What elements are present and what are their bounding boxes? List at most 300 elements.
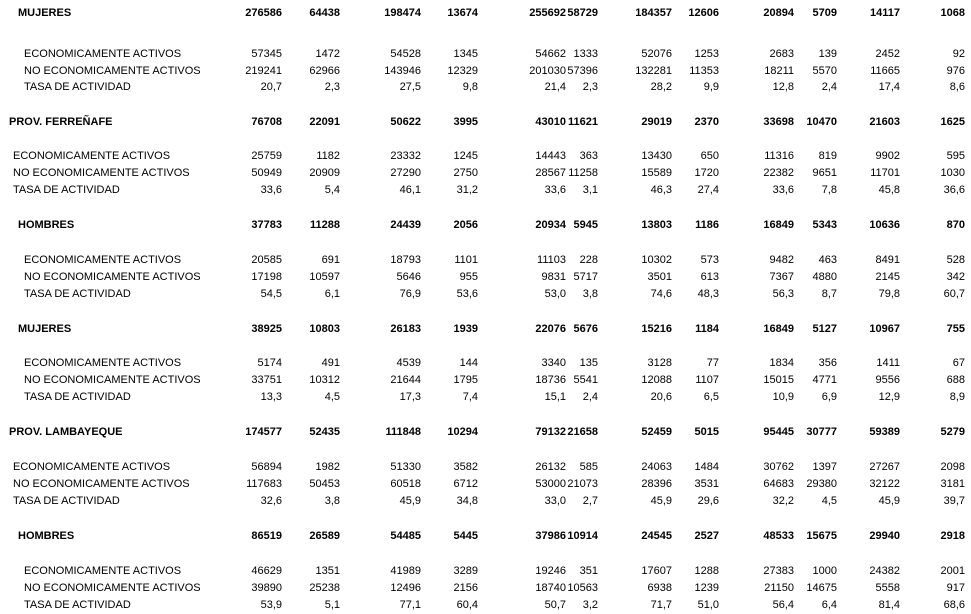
table-cell: 30777 <box>806 426 837 438</box>
table-cell: 6,9 <box>821 391 837 403</box>
table-cell: 28567 <box>535 167 566 179</box>
table-row <box>0 218 971 232</box>
table-cell: 22076 <box>535 323 566 335</box>
table-cell: 18793 <box>390 254 421 266</box>
table-cell: 56894 <box>251 461 282 473</box>
table-cell: 573 <box>700 254 719 266</box>
row-label: ECONOMICAMENTE ACTIVOS <box>13 461 171 473</box>
table-row <box>0 390 971 404</box>
table-cell: 10302 <box>641 254 672 266</box>
table-cell: 117683 <box>246 478 282 490</box>
row-label: PROV. LAMBAYEQUE <box>9 426 123 438</box>
table-cell: 39,7 <box>943 495 965 507</box>
table-cell: 528 <box>946 254 965 266</box>
table-cell: 33,6 <box>260 184 282 196</box>
table-cell: 50453 <box>309 478 340 490</box>
table-cell: 79,8 <box>878 288 900 300</box>
table-cell: 41989 <box>390 565 421 577</box>
table-cell: 1351 <box>315 565 340 577</box>
table-cell: 57396 <box>567 65 598 77</box>
table-cell: 1184 <box>695 323 719 335</box>
table-row <box>0 6 971 20</box>
table-cell: 16849 <box>763 219 794 231</box>
table-cell: 18211 <box>764 65 794 77</box>
table-cell: 45,9 <box>650 495 672 507</box>
table-cell: 1245 <box>453 150 478 162</box>
table-cell: 6,5 <box>703 391 719 403</box>
table-cell: 71,7 <box>650 599 672 611</box>
table-cell: 11665 <box>870 65 900 77</box>
table-cell: 2098 <box>940 461 965 473</box>
table-cell: 33698 <box>763 116 794 128</box>
table-cell: 13674 <box>447 7 478 19</box>
table-cell: 25238 <box>309 582 340 594</box>
table-cell: 21644 <box>390 374 421 386</box>
table-cell: 29380 <box>806 478 837 490</box>
table-cell: 51,0 <box>697 599 719 611</box>
table-cell: 27267 <box>869 461 900 473</box>
table-cell: 62966 <box>309 65 340 77</box>
table-cell: 15015 <box>763 374 794 386</box>
table-row <box>0 460 971 474</box>
table-cell: 11258 <box>568 167 598 179</box>
row-label: TASA DE ACTIVIDAD <box>13 495 120 507</box>
table-cell: 2683 <box>769 48 794 60</box>
table-cell: 81,4 <box>878 599 900 611</box>
table-cell: 976 <box>946 65 965 77</box>
table-row <box>0 529 971 543</box>
table-cell: 15675 <box>806 530 837 542</box>
table-cell: 28,2 <box>650 81 672 93</box>
row-label: TASA DE ACTIVIDAD <box>24 288 131 300</box>
table-cell: 144 <box>459 357 478 369</box>
table-row <box>0 80 971 94</box>
table-cell: 24439 <box>390 219 421 231</box>
table-cell: 5279 <box>940 426 965 438</box>
table-cell: 5945 <box>573 219 598 231</box>
table-cell: 276586 <box>245 7 282 19</box>
table-row <box>0 564 971 578</box>
table-cell: 37986 <box>535 530 566 542</box>
table-cell: 8,9 <box>949 391 965 403</box>
table-cell: 12329 <box>447 65 478 77</box>
table-cell: 3,8 <box>582 288 598 300</box>
table-cell: 6,4 <box>821 599 837 611</box>
table-cell: 2145 <box>875 271 900 283</box>
table-cell: 2,7 <box>582 495 598 507</box>
table-cell: 29019 <box>641 116 672 128</box>
table-row <box>0 581 971 595</box>
table-cell: 48,3 <box>697 288 719 300</box>
table-cell: 2,3 <box>582 81 598 93</box>
table-cell: 7,4 <box>462 391 478 403</box>
table-cell: 491 <box>321 357 340 369</box>
table-row <box>0 356 971 370</box>
table-cell: 31,2 <box>456 184 478 196</box>
table-cell: 20909 <box>309 167 340 179</box>
table-cell: 4880 <box>812 271 837 283</box>
table-cell: 10803 <box>309 323 340 335</box>
table-cell: 25759 <box>251 150 282 162</box>
row-label: HOMBRES <box>18 219 75 231</box>
table-cell: 5015 <box>694 426 719 438</box>
table-cell: 8,7 <box>821 288 837 300</box>
table-cell: 22091 <box>309 116 340 128</box>
table-cell: 2452 <box>875 48 900 60</box>
table-cell: 15589 <box>641 167 672 179</box>
table-cell: 9902 <box>875 150 900 162</box>
table-cell: 9831 <box>541 271 566 283</box>
table-cell: 20,7 <box>260 81 282 93</box>
table-cell: 585 <box>579 461 598 473</box>
table-cell: 9556 <box>875 374 900 386</box>
table-cell: 228 <box>579 254 598 266</box>
table-cell: 5717 <box>573 271 598 283</box>
table-cell: 4539 <box>396 357 421 369</box>
table-cell: 54528 <box>390 48 421 60</box>
table-cell: 917 <box>946 582 965 594</box>
table-cell: 1625 <box>940 116 965 128</box>
table-cell: 4,5 <box>821 495 837 507</box>
table-cell: 24063 <box>641 461 672 473</box>
table-cell: 9,8 <box>462 81 478 93</box>
table-cell: 21073 <box>567 478 598 490</box>
table-row <box>0 373 971 387</box>
table-cell: 1239 <box>694 582 719 594</box>
table-cell: 10,9 <box>772 391 794 403</box>
table-cell: 755 <box>946 323 965 335</box>
table-cell: 1472 <box>315 48 340 60</box>
table-cell: 9,9 <box>703 81 719 93</box>
table-cell: 27,4 <box>697 184 719 196</box>
table-cell: 17607 <box>641 565 672 577</box>
table-cell: 3,1 <box>582 184 598 196</box>
table-row <box>0 494 971 508</box>
table-cell: 342 <box>946 271 965 283</box>
table-row <box>0 47 971 61</box>
table-cell: 26183 <box>390 323 421 335</box>
table-cell: 10312 <box>309 374 340 386</box>
row-label: ECONOMICAMENTE ACTIVOS <box>24 565 182 577</box>
table-cell: 184357 <box>635 7 672 19</box>
table-cell: 2156 <box>453 582 478 594</box>
table-cell: 45,9 <box>878 495 900 507</box>
table-cell: 52459 <box>641 426 672 438</box>
table-cell: 16849 <box>763 323 794 335</box>
table-cell: 2370 <box>694 116 719 128</box>
table-cell: 5541 <box>573 374 598 386</box>
table-cell: 7367 <box>769 271 794 283</box>
table-cell: 48533 <box>763 530 794 542</box>
table-cell: 57345 <box>251 48 282 60</box>
table-row <box>0 64 971 78</box>
table-cell: 92 <box>952 48 965 60</box>
table-cell: 11701 <box>870 167 900 179</box>
table-cell: 613 <box>700 271 719 283</box>
table-cell: 21603 <box>869 116 900 128</box>
table-cell: 12606 <box>688 7 719 19</box>
table-cell: 32,6 <box>260 495 282 507</box>
table-cell: 351 <box>579 565 598 577</box>
table-cell: 11103 <box>537 254 566 266</box>
table-cell: 54662 <box>535 48 566 60</box>
table-cell: 20,6 <box>650 391 672 403</box>
row-label: TASA DE ACTIVIDAD <box>24 599 131 611</box>
table-cell: 14117 <box>870 7 900 19</box>
table-cell: 20585 <box>251 254 282 266</box>
row-label: ECONOMICAMENTE ACTIVOS <box>24 254 182 266</box>
table-cell: 46,3 <box>650 184 672 196</box>
row-label: NO ECONOMICAMENTE ACTIVOS <box>24 374 201 386</box>
table-cell: 5570 <box>812 65 837 77</box>
table-cell: 24545 <box>641 530 672 542</box>
table-cell: 688 <box>946 374 965 386</box>
table-cell: 1030 <box>940 167 965 179</box>
table-cell: 29940 <box>869 530 900 542</box>
table-cell: 1107 <box>695 374 719 386</box>
table-cell: 3501 <box>647 271 672 283</box>
table-cell: 50,7 <box>544 599 566 611</box>
table-cell: 1397 <box>812 461 837 473</box>
table-cell: 50622 <box>390 116 421 128</box>
table-cell: 595 <box>946 150 965 162</box>
table-row <box>0 598 971 612</box>
table-cell: 19246 <box>535 565 566 577</box>
table-cell: 5646 <box>396 271 421 283</box>
table-row <box>0 253 971 267</box>
table-cell: 13803 <box>641 219 672 231</box>
table-cell: 54,5 <box>260 288 282 300</box>
table-cell: 5709 <box>812 7 837 19</box>
table-cell: 76,9 <box>399 288 421 300</box>
table-cell: 2750 <box>453 167 478 179</box>
row-label: NO ECONOMICAMENTE ACTIVOS <box>13 167 190 179</box>
row-label: PROV. FERREÑAFE <box>9 116 113 128</box>
table-cell: 10294 <box>447 426 478 438</box>
table-cell: 9651 <box>812 167 837 179</box>
table-cell: 3181 <box>940 478 965 490</box>
table-cell: 59389 <box>869 426 900 438</box>
table-cell: 1182 <box>316 150 340 162</box>
table-cell: 5676 <box>573 323 598 335</box>
table-cell: 1720 <box>694 167 719 179</box>
table-cell: 2918 <box>940 530 965 542</box>
table-cell: 15216 <box>641 323 672 335</box>
table-cell: 22382 <box>763 167 794 179</box>
table-cell: 3582 <box>453 461 478 473</box>
table-cell: 21658 <box>567 426 598 438</box>
table-cell: 11288 <box>310 219 340 231</box>
table-cell: 1834 <box>769 357 794 369</box>
row-label: TASA DE ACTIVIDAD <box>13 184 120 196</box>
table-cell: 819 <box>818 150 837 162</box>
row-label: ECONOMICAMENTE ACTIVOS <box>24 357 182 369</box>
table-cell: 53,9 <box>260 599 282 611</box>
table-cell: 11353 <box>689 65 719 77</box>
table-cell: 5,4 <box>324 184 340 196</box>
table-cell: 10967 <box>869 323 900 335</box>
table-cell: 2,3 <box>324 81 340 93</box>
table-cell: 143946 <box>384 65 421 77</box>
table-cell: 33,6 <box>772 184 794 196</box>
table-cell: 5558 <box>875 582 900 594</box>
table-row <box>0 270 971 284</box>
table-cell: 2056 <box>453 219 478 231</box>
table-cell: 12496 <box>390 582 421 594</box>
table-cell: 6938 <box>647 582 672 594</box>
table-cell: 28396 <box>641 478 672 490</box>
row-label: NO ECONOMICAMENTE ACTIVOS <box>13 478 190 490</box>
table-cell: 37783 <box>251 219 282 231</box>
table-cell: 53000 <box>535 478 566 490</box>
table-cell: 1982 <box>315 461 340 473</box>
table-cell: 2,4 <box>821 81 837 93</box>
table-cell: 6712 <box>453 478 478 490</box>
table-cell: 58729 <box>567 7 598 19</box>
table-cell: 1333 <box>573 48 598 60</box>
table-cell: 34,8 <box>456 495 478 507</box>
table-cell: 198474 <box>384 7 421 19</box>
table-cell: 11316 <box>764 150 794 162</box>
table-cell: 3289 <box>453 565 478 577</box>
table-cell: 64683 <box>763 478 794 490</box>
table-cell: 691 <box>321 254 340 266</box>
table-cell: 255692 <box>529 7 566 19</box>
table-cell: 30762 <box>763 461 794 473</box>
table-cell: 8491 <box>875 254 900 266</box>
table-cell: 3340 <box>541 357 566 369</box>
table-cell: 1186 <box>695 219 719 231</box>
table-cell: 2527 <box>694 530 719 542</box>
row-label: ECONOMICAMENTE ACTIVOS <box>24 48 182 60</box>
table-cell: 132281 <box>635 65 672 77</box>
table-cell: 24382 <box>869 565 900 577</box>
table-cell: 1484 <box>694 461 719 473</box>
table-cell: 38925 <box>251 323 282 335</box>
table-cell: 52076 <box>641 48 672 60</box>
row-label: NO ECONOMICAMENTE ACTIVOS <box>24 65 201 77</box>
table-cell: 1939 <box>453 323 478 335</box>
row-label: NO ECONOMICAMENTE ACTIVOS <box>24 582 201 594</box>
table-cell: 74,6 <box>650 288 672 300</box>
table-cell: 2001 <box>940 565 965 577</box>
table-cell: 17,4 <box>878 81 900 93</box>
table-cell: 139 <box>818 48 837 60</box>
table-cell: 5,1 <box>324 599 340 611</box>
table-cell: 56,4 <box>772 599 794 611</box>
table-cell: 4,5 <box>324 391 340 403</box>
table-cell: 36,6 <box>943 184 965 196</box>
table-cell: 95445 <box>763 426 794 438</box>
table-row <box>0 183 971 197</box>
table-cell: 15,1 <box>544 391 566 403</box>
table-cell: 6,1 <box>324 288 340 300</box>
table-cell: 56,3 <box>772 288 794 300</box>
table-cell: 32,2 <box>772 495 794 507</box>
table-cell: 219241 <box>245 65 282 77</box>
table-cell: 33,6 <box>544 184 566 196</box>
table-cell: 12,9 <box>878 391 900 403</box>
table-cell: 46629 <box>251 565 282 577</box>
table-cell: 45,9 <box>399 495 421 507</box>
table-cell: 67 <box>952 357 965 369</box>
table-cell: 43010 <box>535 116 566 128</box>
table-cell: 53,0 <box>544 288 566 300</box>
table-row <box>0 425 971 439</box>
table-cell: 77 <box>706 357 719 369</box>
table-cell: 50949 <box>251 167 282 179</box>
table-cell: 27383 <box>763 565 794 577</box>
table-cell: 21150 <box>764 582 794 594</box>
table-cell: 7,8 <box>821 184 837 196</box>
table-cell: 27290 <box>390 167 421 179</box>
table-cell: 33751 <box>251 374 282 386</box>
table-cell: 8,6 <box>949 81 965 93</box>
table-cell: 60,4 <box>456 599 478 611</box>
table-cell: 10563 <box>567 582 598 594</box>
table-cell: 174577 <box>245 426 282 438</box>
row-label: MUJERES <box>18 323 72 335</box>
table-row <box>0 322 971 336</box>
table-cell: 1345 <box>453 48 478 60</box>
row-label: TASA DE ACTIVIDAD <box>24 81 131 93</box>
table-cell: 650 <box>700 150 719 162</box>
table-cell: 10597 <box>309 271 340 283</box>
table-cell: 64438 <box>309 7 340 19</box>
table-cell: 356 <box>818 357 837 369</box>
table-cell: 17198 <box>251 271 282 283</box>
table-cell: 12,8 <box>772 81 794 93</box>
table-cell: 51330 <box>390 461 421 473</box>
row-label: NO ECONOMICAMENTE ACTIVOS <box>24 271 201 283</box>
row-label: TASA DE ACTIVIDAD <box>24 391 131 403</box>
table-cell: 46,1 <box>399 184 421 196</box>
table-cell: 52435 <box>309 426 340 438</box>
table-cell: 135 <box>579 357 598 369</box>
table-cell: 10914 <box>567 530 598 542</box>
row-label: ECONOMICAMENTE ACTIVOS <box>13 150 171 162</box>
table-cell: 26589 <box>309 530 340 542</box>
table-cell: 3,2 <box>582 599 598 611</box>
table-cell: 3128 <box>647 357 672 369</box>
table-cell: 79132 <box>535 426 566 438</box>
table-cell: 60,7 <box>943 288 965 300</box>
table-cell: 4771 <box>812 374 837 386</box>
table-cell: 68,6 <box>943 599 965 611</box>
table-cell: 18740 <box>535 582 566 594</box>
table-cell: 27,5 <box>399 81 421 93</box>
table-cell: 363 <box>579 150 598 162</box>
table-row <box>0 477 971 491</box>
table-cell: 33,0 <box>544 495 566 507</box>
row-label: MUJERES <box>18 7 72 19</box>
table-cell: 1288 <box>694 565 719 577</box>
table-cell: 54485 <box>390 530 421 542</box>
table-cell: 86519 <box>251 530 282 542</box>
table-cell: 26132 <box>535 461 566 473</box>
table-cell: 870 <box>946 219 965 231</box>
table-cell: 10636 <box>869 219 900 231</box>
table-cell: 5343 <box>812 219 837 231</box>
table-cell: 5127 <box>812 323 837 335</box>
table-row <box>0 115 971 129</box>
table-cell: 1000 <box>812 565 837 577</box>
table-cell: 32122 <box>869 478 900 490</box>
table-cell: 14675 <box>806 582 837 594</box>
table-cell: 11621 <box>568 116 598 128</box>
table-cell: 1411 <box>876 357 900 369</box>
table-cell: 77,1 <box>399 599 421 611</box>
